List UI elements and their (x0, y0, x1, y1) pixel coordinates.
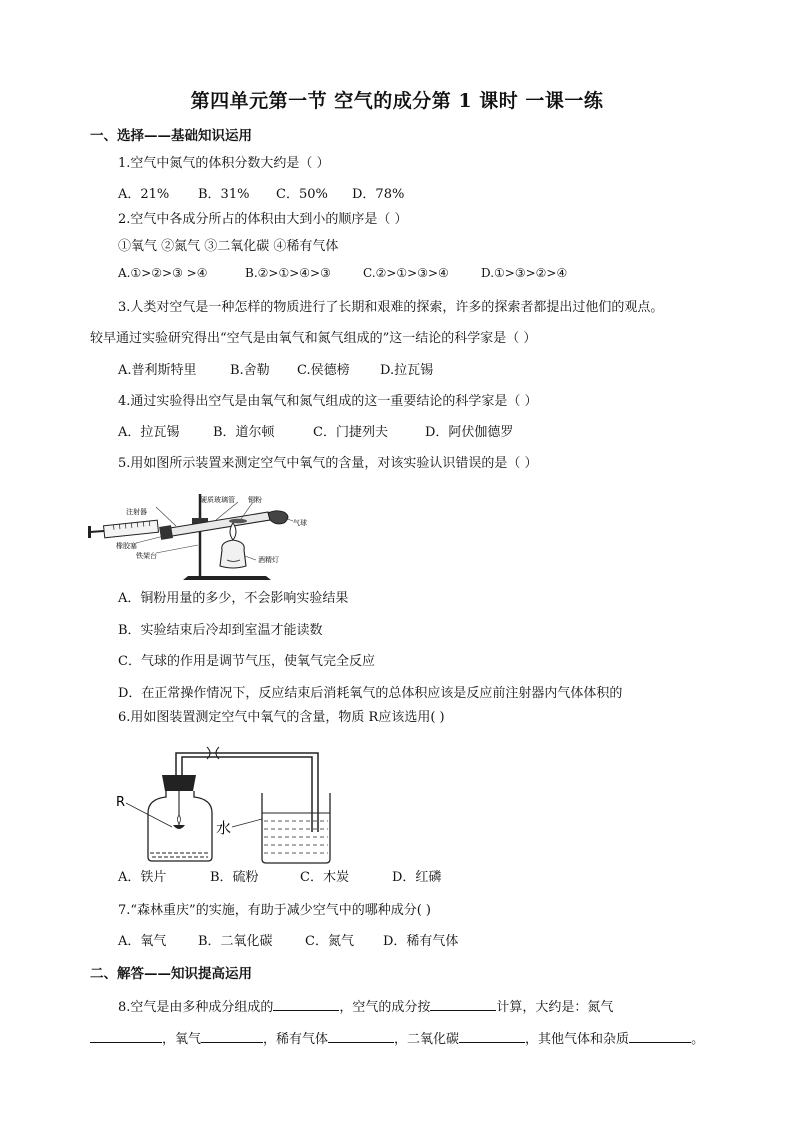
glass-tube (170, 512, 270, 536)
label-copper-powder: 铜粉 (248, 496, 262, 504)
question-5-option-c: C．气球的作用是调节气压，使氧气完全反应 (118, 654, 375, 669)
option-c: C．氮气 (305, 934, 354, 949)
copper-powder (229, 519, 247, 524)
stopper (162, 775, 196, 791)
label-stopper: 橡胶塞 (116, 542, 137, 550)
option-b: B.②>①>④>③ (245, 266, 331, 280)
question-6: 6.用如图装置测定空气中氧气的含量，物质 R应该选用( ) (118, 710, 445, 725)
question-3-line-1: 3.人类对空气是一种怎样的物质进行了长期和艰难的探索，许多的探索者都提出过他们的观点。 (118, 300, 664, 315)
option-b: B.舍勒 (230, 363, 270, 378)
q8-text-6: ，二氧化碳 (394, 1032, 460, 1047)
answer-blank-5[interactable] (328, 1028, 394, 1043)
question-5-option-b: B．实验结束后冷却到室温才能读数 (118, 623, 323, 638)
label-syringe: 注射器 (126, 508, 147, 516)
stand-base (183, 576, 271, 580)
option-b: B．二氧化碳 (198, 934, 273, 949)
question-7-options (118, 933, 458, 951)
option-a: A．氧气 (118, 934, 167, 949)
label-glass-tube: 硬质玻璃管 (200, 496, 235, 504)
question-2: 2.空气中各成分所占的体积由大到小的顺序是（ ） (118, 212, 408, 227)
answer-blank-3[interactable] (90, 1028, 162, 1043)
option-b: B．硫粉 (210, 870, 259, 885)
question-5-option-a: A．铜粉用量的多少，不会影响实验结果 (118, 591, 349, 606)
question-3-line-2: 较早通过实验研究得出“空气是由氧气和氮气组成的”这一结论的科学家是（ ） (90, 331, 537, 346)
q8-text-5: ，稀有气体 (263, 1032, 329, 1047)
question-7: 7.“森林重庆”的实施，有助于减少空气中的哪种成分( ) (118, 903, 431, 918)
question-8-line-2 (90, 1028, 704, 1049)
option-d: D．稀有气体 (383, 934, 459, 949)
question-5: 5.用如图所示装置来测定空气中氧气的含量，对该实验认识错误的是（ ） (118, 456, 538, 471)
option-c: C．门捷列夫 (313, 425, 388, 440)
option-c: C.②>①>③>④ (363, 266, 449, 280)
option-c: C．50% (276, 187, 328, 202)
option-b: B．道尔顿 (213, 425, 275, 440)
option-c: C.侯德榜 (297, 363, 350, 378)
beaker (262, 793, 330, 863)
option-d: D.拉瓦锡 (380, 363, 434, 378)
answer-blank-2[interactable] (430, 996, 496, 1011)
label-water: 水 (216, 819, 232, 837)
section-1-heading: 一、选择——基础知识运用 (90, 128, 252, 144)
q8-text-2: ，空气的成分按 (339, 1000, 431, 1015)
q8-text-8: 。 (691, 1032, 705, 1047)
label-stand: 铁架台 (136, 552, 157, 560)
option-a: A．铁片 (118, 870, 167, 885)
option-d: D．阿伏伽德罗 (425, 425, 514, 440)
question-1-options (118, 186, 404, 204)
section-2-heading: 二、解答——知识提高运用 (90, 966, 252, 982)
question-8-line-1 (118, 996, 613, 1017)
answer-blank-1[interactable] (273, 996, 339, 1011)
option-a: A．拉瓦锡 (118, 425, 180, 440)
option-a: A.普利斯特里 (118, 363, 197, 378)
answer-blank-4[interactable] (201, 1028, 263, 1043)
alcohol-lamp (220, 540, 246, 568)
balloon (268, 511, 288, 524)
option-d: D.①>③>②>④ (481, 266, 568, 280)
option-a: A．21% (118, 187, 170, 202)
syringe (104, 520, 159, 538)
label-balloon: 气球 (293, 519, 307, 527)
question-6-options (118, 869, 441, 887)
option-d: D．78% (352, 187, 405, 202)
question-4-options (118, 424, 513, 442)
question-3-options (118, 362, 433, 380)
question-5-option-d: D．在正常操作情况下，反应结束后消耗氧气的总体积应该是反应前注射器内气体体积的 (118, 686, 623, 701)
option-b: B．31% (198, 187, 250, 202)
answer-blank-6[interactable] (459, 1028, 525, 1043)
copper-oxygen-apparatus-figure (88, 490, 328, 585)
page-title: 第四单元第一节 空气的成分第 1 课时 一课一练 (190, 90, 604, 112)
option-c: C．木炭 (300, 870, 349, 885)
question-2-options (118, 264, 567, 282)
option-d: D．红磷 (392, 870, 442, 885)
q8-text-4: ，氧气 (162, 1032, 202, 1047)
q8-text-1: 8.空气是由多种成分组成的 (118, 1000, 274, 1015)
q8-text-7: ，其他气体和杂质 (525, 1032, 630, 1047)
question-1: 1.空气中氮气的体积分数大约是（ ） (118, 156, 330, 171)
answer-blank-7[interactable] (629, 1028, 691, 1043)
phosphorus-bottle-figure (112, 737, 337, 865)
label-r: R (116, 795, 126, 810)
question-2-items: ①氧气 ②氮气 ③二氧化碳 ④稀有气体 (118, 239, 339, 254)
label-lamp: 酒精灯 (258, 556, 279, 564)
option-a: A.①>②>③ >④ (118, 266, 208, 280)
question-4: 4.通过实验得出空气是由氧气和氮气组成的这一重要结论的科学家是（ ） (118, 394, 538, 409)
q8-text-3: 计算，大约是：氮气 (496, 1000, 614, 1015)
